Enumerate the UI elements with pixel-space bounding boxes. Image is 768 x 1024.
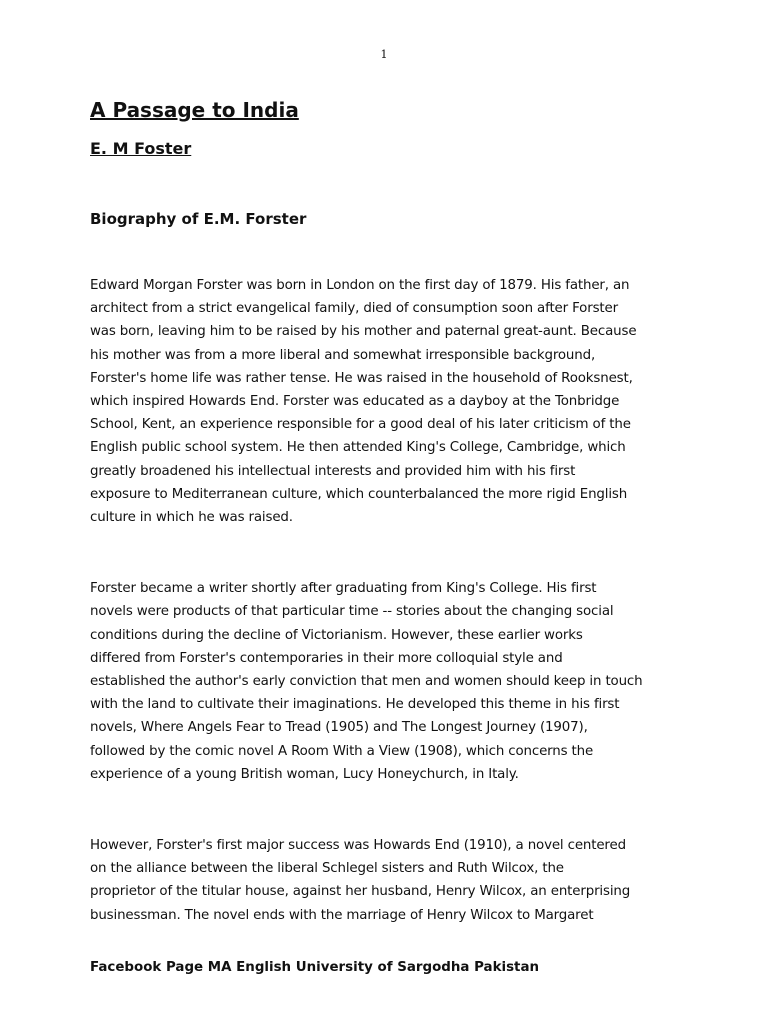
paragraph-line: greatly broadened his intellectual interests and provided him with his first bbox=[90, 463, 576, 479]
paragraph-success bbox=[90, 834, 680, 927]
paragraph-line: exposure to Mediterranean culture, which counterbalanced the more rigid English bbox=[90, 486, 628, 502]
paragraph-line: followed by the comic novel A Room With a View (1908), which concerns the bbox=[90, 743, 594, 759]
paragraph-line: Edward Morgan Forster was born in London on the first day of 1879. His father, an bbox=[90, 278, 630, 293]
paragraph-line: on the alliance between the liberal Schlegel sisters and Ruth Wilcox, the bbox=[90, 861, 564, 877]
paragraph-writer bbox=[90, 577, 680, 786]
paragraph-line: conditions during the decline of Victorianism. However, these earlier works bbox=[90, 627, 583, 643]
document-title: A Passage to India bbox=[90, 98, 299, 122]
paragraph-line: established the author's early conviction that men and women should keep in touch bbox=[90, 674, 643, 690]
paragraph-line: experience of a young British woman, Lucy Honeychurch, in Italy. bbox=[90, 766, 519, 782]
document-body bbox=[90, 96, 680, 927]
paragraph-line: culture in which he was raised. bbox=[90, 510, 293, 526]
paragraph-line: novels were products of that particular time -- stories about the changing social bbox=[90, 604, 614, 620]
page-footer: Facebook Page MA English University of Sargodha Pakistan bbox=[90, 960, 540, 975]
paragraph-line: However, Forster's first major success was Howards End (1910), a novel centered bbox=[90, 838, 626, 854]
paragraph-line: differed from Forster's contemporaries in their more colloquial style and bbox=[90, 650, 563, 666]
paragraph-line: Forster became a writer shortly after graduating from King's College. His first bbox=[90, 581, 597, 597]
paragraph-birth bbox=[90, 274, 680, 529]
paragraph-line: novels, Where Angels Fear to Tread (1905) and The Longest Journey (1907), bbox=[90, 720, 588, 736]
paragraph-line: Forster's home life was rather tense. He was raised in the household of Rooksnest, bbox=[90, 370, 633, 386]
paragraph-line: School, Kent, an experience responsible for a good deal of his later criticism of the bbox=[90, 417, 631, 433]
paragraph-line: was born, leaving him to be raised by his mother and paternal great-aunt. Because bbox=[90, 324, 637, 340]
paragraph-line: his mother was from a more liberal and somewhat irresponsible background, bbox=[90, 347, 596, 363]
author-name: E. M Foster bbox=[90, 139, 192, 158]
paragraph-line: which inspired Howards End. Forster was educated as a dayboy at the Tonbridge bbox=[90, 394, 620, 410]
paragraph-line: businessman. The novel ends with the marriage of Henry Wilcox to Margaret bbox=[90, 907, 594, 923]
page-number: 1 bbox=[380, 48, 388, 61]
paragraph-line: English public school system. He then attended King's College, Cambridge, which bbox=[90, 440, 626, 456]
section-heading: Biography of E.M. Forster bbox=[90, 210, 307, 228]
paragraph-line: with the land to cultivate their imaginations. He developed this theme in his first bbox=[90, 697, 620, 713]
paragraph-line: architect from a strict evangelical family, died of consumption soon after Forster bbox=[90, 301, 618, 317]
paragraph-line: proprietor of the titular house, against her husband, Henry Wilcox, an enterprising bbox=[90, 884, 631, 900]
